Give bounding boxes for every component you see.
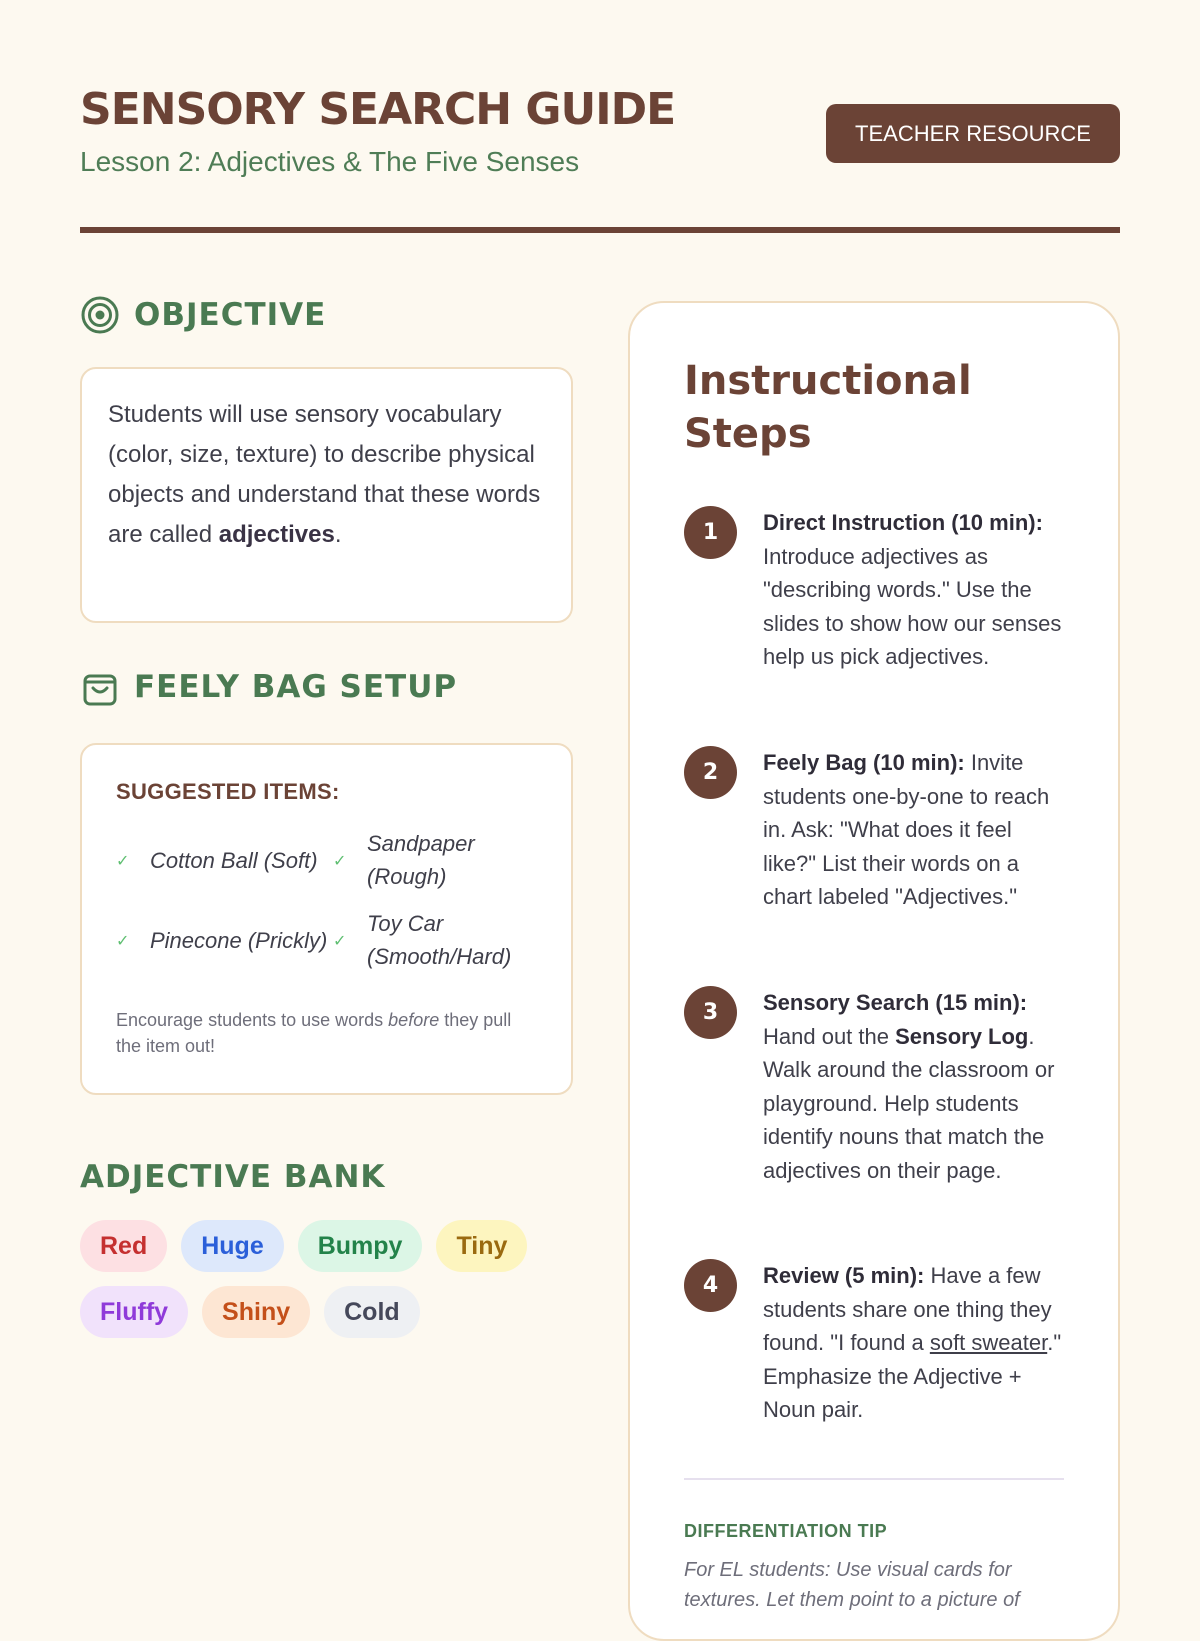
- step-body: Introduce adjectives as "describing words." Use the slides to show how our senses help us pick adjectives.: [763, 543, 1062, 669]
- step-body: Hand out the: [763, 1023, 896, 1049]
- suggested-item-label: Sandpaper (Rough): [367, 831, 475, 889]
- step-text: [763, 986, 1063, 1187]
- page-title: SENSORY SEARCH GUIDE: [80, 84, 676, 135]
- objective-text-end: .: [334, 521, 342, 548]
- note-text-end: they pull the item out!: [116, 1010, 512, 1056]
- adjective-chip: Huge: [181, 1220, 284, 1272]
- step-number-badge: 3: [684, 986, 737, 1039]
- objective-text-body: Students will use sensory vocabulary (color, size, texture) to describe physical objects and understand that these words are called: [108, 401, 541, 548]
- adjective-bank-heading: ADJECTIVE BANK: [80, 1159, 386, 1195]
- step-text: [763, 746, 1063, 914]
- list-item: [333, 827, 533, 893]
- differentiation-tip-text: For EL students: Use visual cards for textures. Let them point to a picture of: [684, 1559, 1020, 1611]
- step-heading: Sensory Search (15 min):: [763, 990, 1028, 1015]
- header-divider: [80, 227, 1120, 233]
- left-column: [80, 295, 573, 1326]
- step-body: Have a few students share one thing they found. "I found a: [763, 1263, 1052, 1355]
- suggested-item-label: Toy Car (Smooth/Hard): [367, 911, 512, 969]
- list-item: [116, 827, 333, 893]
- step-number-badge: 2: [684, 746, 737, 799]
- adjective-chip: Shiny: [202, 1286, 310, 1338]
- steps-title-line: Instructional: [684, 358, 972, 404]
- feely-bag-heading-label: FEELY BAG SETUP: [134, 669, 458, 705]
- note-text: Encourage students to use words: [116, 1010, 389, 1030]
- objective-card: [80, 367, 573, 623]
- lesson-page: [80, 0, 1120, 1611]
- steps-divider: [684, 1478, 1064, 1480]
- steps-title: [684, 355, 972, 461]
- step-heading: Review (5 min):: [763, 1263, 925, 1288]
- adjective-chip-list: [80, 1220, 573, 1338]
- check-icon: ✓: [116, 930, 130, 950]
- objective-text: [108, 395, 545, 555]
- list-item: [116, 907, 333, 973]
- steps-title-line: Steps: [684, 411, 812, 457]
- suggested-item-label: Cotton Ball (Soft): [150, 847, 318, 873]
- sensory-log-term: Sensory Log: [895, 1023, 1029, 1049]
- target-icon: [80, 295, 120, 335]
- adjective-chip: Bumpy: [298, 1220, 423, 1272]
- step-heading: Direct Instruction (10 min):: [763, 510, 1043, 535]
- step-body-end: ." Emphasize the Adjective + Noun pair.: [763, 1330, 1062, 1422]
- suggested-item-label: Pinecone (Prickly): [150, 927, 328, 953]
- adjective-chip: Cold: [324, 1286, 420, 1338]
- step-number-badge: 4: [684, 1259, 737, 1312]
- bag-icon: [80, 667, 120, 707]
- example-phrase: soft sweater: [929, 1330, 1048, 1355]
- list-item: [333, 907, 533, 973]
- check-icon: ✓: [116, 850, 130, 870]
- step-number-badge: 1: [684, 506, 737, 559]
- step-text: [763, 1259, 1063, 1427]
- suggested-items-list: [116, 827, 539, 973]
- objective-heading-label: OBJECTIVE: [134, 297, 327, 333]
- objective-keyword: adjectives: [218, 521, 335, 548]
- feely-bag-card: [80, 743, 573, 1095]
- teacher-resource-badge: TEACHER RESOURCE: [826, 104, 1120, 163]
- feely-bag-heading: [80, 667, 457, 707]
- step-heading: Feely Bag (10 min):: [763, 750, 965, 775]
- step-body: Invite students one-by-one to reach in. Ask: "What does it feel like?" List their words on a chart labeled "Adjectives.": [763, 750, 1050, 909]
- differentiation-tip-label: DIFFERENTIATION TIP: [684, 1521, 888, 1541]
- step-body-end: . Walk around the classroom or playground. Help students identify nouns that match the adjectives on their page.: [763, 1023, 1055, 1183]
- page-subtitle: Lesson 2: Adjectives & The Five Senses: [80, 146, 580, 177]
- instructional-steps-card: [628, 301, 1120, 1641]
- adjective-chip: Red: [80, 1220, 167, 1272]
- feely-bag-note: [116, 1007, 539, 1059]
- note-emphasis: before: [388, 1010, 440, 1030]
- adjective-chip: Fluffy: [80, 1286, 188, 1338]
- check-icon: ✓: [333, 850, 347, 870]
- check-icon: ✓: [333, 930, 347, 950]
- suggested-items-label: SUGGESTED ITEMS:: [116, 779, 340, 804]
- objective-heading: [80, 295, 573, 335]
- step-text: [763, 506, 1063, 674]
- page-header: [80, 80, 1120, 230]
- adjective-chip: Tiny: [436, 1220, 527, 1272]
